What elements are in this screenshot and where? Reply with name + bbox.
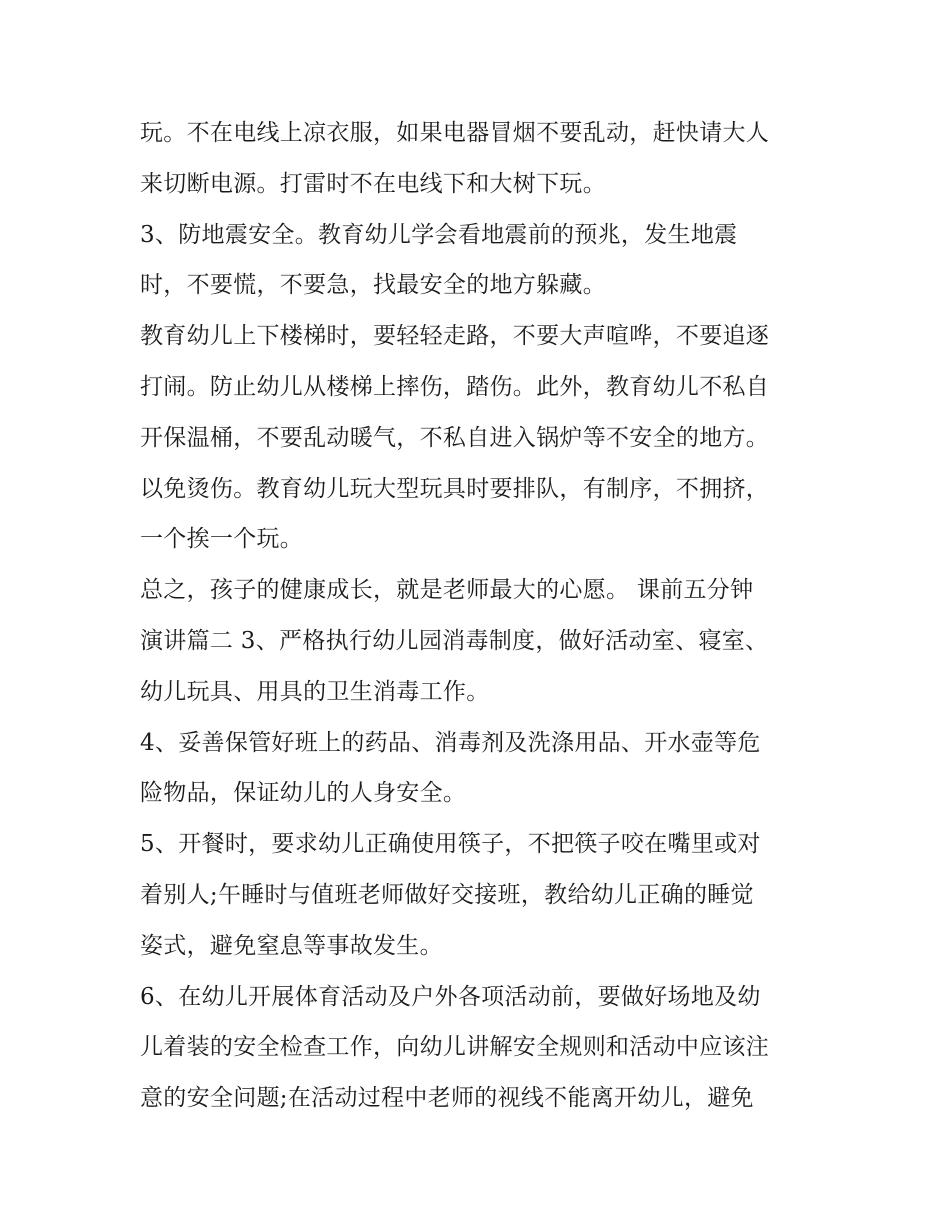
text-line: 教育幼儿上下楼梯时，要轻轻走路，不要大声喧哗，不要追逐 (140, 323, 770, 350)
text-line: 险物品，保证幼儿的人身安全。 (140, 780, 467, 807)
text-line: 一个挨一个玩。 (140, 526, 304, 553)
text-line: 姿式，避免窒息等事故发生。 (140, 932, 443, 959)
document-body (140, 108, 830, 1124)
text-line: 意的安全问题;在活动过程中老师的视线不能离开幼儿，避免 (140, 1085, 754, 1112)
text-line: 演讲篇二 3、严格执行幼儿园消毒制度，做好活动室、寝室、 (140, 627, 769, 654)
text-line: 着别人;午睡时与值班老师做好交接班，教给幼儿正确的睡觉 (140, 881, 754, 908)
text-line: 总之，孩子的健康成长，就是老师最大的心愿。 课前五分钟 (140, 577, 754, 604)
text-line: 4、妥善保管好班上的药品、消毒剂及洗涤用品、开水壶等危 (140, 729, 761, 756)
text-line: 时，不要慌，不要急，找最安全的地方躲藏。 (140, 272, 606, 299)
text-line: 5、开餐时，要求幼儿正确使用筷子，不把筷子咬在嘴里或对 (140, 831, 761, 858)
text-line: 打闹。防止幼儿从楼梯上摔伤，踏伤。此外，教育幼儿不私自 (140, 373, 770, 400)
text-line: 以免烫伤。教育幼儿玩大型玩具时要排队，有制序，不拥挤， (140, 475, 770, 502)
text-line: 儿着装的安全检查工作，向幼儿讲解安全规则和活动中应该注 (140, 1034, 770, 1061)
text-line: 来切断电源。打雷时不在电线下和大树下玩。 (140, 170, 606, 197)
text-line: 幼儿玩具、用具的卫生消毒工作。 (140, 678, 490, 705)
text-line: 玩。不在电线上凉衣服，如果电器冒烟不要乱动，赶快请大人 (140, 120, 770, 146)
text-line: 6、在幼儿开展体育活动及户外各项活动前，要做好场地及幼 (140, 983, 761, 1010)
text-line: 3、防地震安全。教育幼儿学会看地震前的预兆，发生地震 (140, 221, 738, 248)
text-line: 开保温桶，不要乱动暖气，不私自进入锅炉等不安全的地方。 (140, 424, 770, 451)
